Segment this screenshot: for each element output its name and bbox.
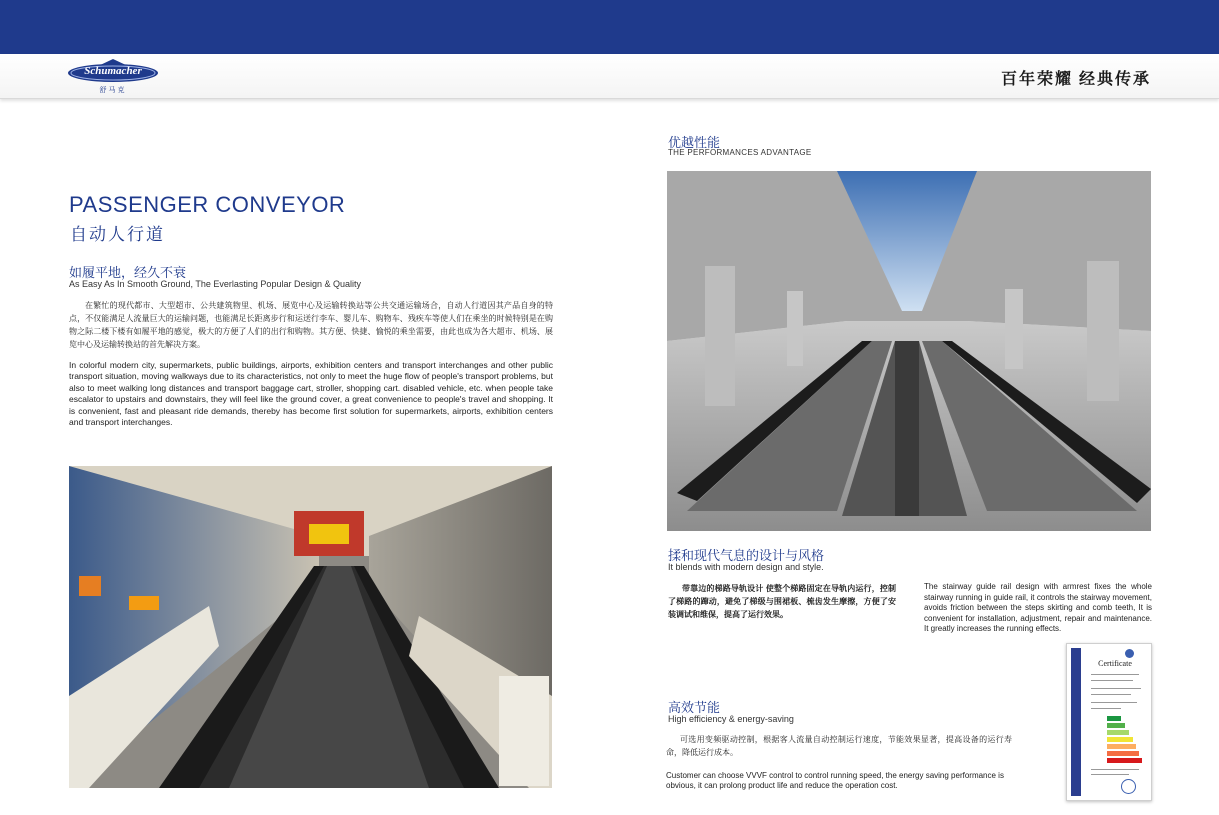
supermarket-walkway-photo [69, 466, 552, 788]
section1-title-en: As Easy As In Smooth Ground, The Everlasting Popular Design & Quality [69, 279, 361, 289]
certificate-text-line [1091, 680, 1133, 681]
page-title: PASSENGER CONVEYOR [69, 192, 346, 217]
airport-walkway-photo [667, 171, 1151, 531]
section3-title-en: High efficiency & energy-saving [668, 714, 794, 724]
certificate-title: Certificate [1098, 659, 1132, 668]
energy-certificate [1066, 643, 1152, 801]
page-title-cn: 自动人行道 [70, 225, 165, 244]
certificate-text-line [1091, 688, 1141, 689]
certificate-text-line [1091, 702, 1137, 703]
section3-title-cn: 高效节能 [668, 700, 721, 715]
section1-paragraph-cn: 在繁忙的现代都市、大型超市、公共建筑物里、机场、展览中心及运输转换站等公共交通运输场合，自动人行道因其产品自身的特点，不仅能满足人流量巨大的运输问题，也能满足长距离步行和运送行李车、婴儿车、购物车、残疾车等使人们在乘坐的时候特别是在购物之际二楼下楼有如履平地的感觉，极大的方便了人们的出行和购物。其方便、快捷、愉悦的乘坐需要，由此也成为各大超市、机场、展览中心及运输转换站的首先解决方案。 [69, 301, 553, 349]
section2-title-cn: 揉和现代气息的设计与风格 [668, 548, 825, 563]
certificate-text-line [1091, 674, 1139, 675]
certificate-text-line [1091, 769, 1139, 770]
section2-paragraph-cn: 带靠边的梯路导轨设计 使整个梯路固定在导轨内运行，控制了梯路的蹿动，避免了梯级与围裙板、梳齿发生摩擦，方便了安装调试和维保，提高了运行效果。 [668, 584, 896, 619]
right-page-title-en: THE PERFORMANCES ADVANTAGE [668, 148, 812, 157]
logo-name: Schumacher [84, 65, 142, 77]
certificate-stamp-icon [1121, 779, 1136, 794]
energy-rating-chart-icon [1107, 716, 1143, 764]
right-page-title-cn: 优越性能 [668, 135, 721, 150]
certificate-seal-icon [1125, 649, 1134, 658]
header-slogan: 百年荣耀 经典传承 [1000, 71, 1151, 88]
top-color-band [0, 0, 1219, 54]
section1-title-cn: 如履平地，经久不衰 [69, 265, 187, 280]
section1-paragraph-en: In colorful modern city, supermarkets, public buildings, airports, exhibition centers and transport interchanges and other public transport situation, moving walkways due to its characteristics, not only to meet the huge flow of people's transport problems, but also to meet walking long distances and transport baggage cart, stroller, shopping cart. disabled vehicle, etc. when people take escalator to upstairs and downstairs, they will feel like the ground cover, a great convenience to people's travel and shopping. It is convenient, fast and pleasant ride demands, thereby has become first solution for supermarkets, airports, exhibition centers and transport interchanges. [69, 360, 553, 428]
section2-paragraph-en: The stairway guide rail design with armrest fixes the whole stairway running in guide rail, it controls the stairway movement, avoids friction between the steps skirting and comb teeth, It is convenient for installation, adjustment, repair and maintenance. It greatly increases the running effects. [924, 582, 1152, 634]
company-logo [66, 58, 160, 96]
section3-paragraph-en: Customer can choose VVVF control to control running speed, the energy saving performance is obvious, it can prolong product life and reduce the operation cost. [666, 771, 1004, 790]
certificate-text-line [1091, 708, 1121, 709]
section2-title-en: It blends with modern design and style. [668, 562, 824, 572]
logo-subtitle: 舒马克 [99, 87, 127, 94]
certificate-text-line [1091, 694, 1131, 695]
certificate-text-line [1091, 774, 1129, 775]
certificate-side-bar [1071, 648, 1081, 796]
section3-paragraph-cn: 可选用变频驱动控制，根据客人流量自动控制运行速度，节能效果显著，提高设备的运行寿命，降低运行成本。 [666, 735, 1012, 757]
